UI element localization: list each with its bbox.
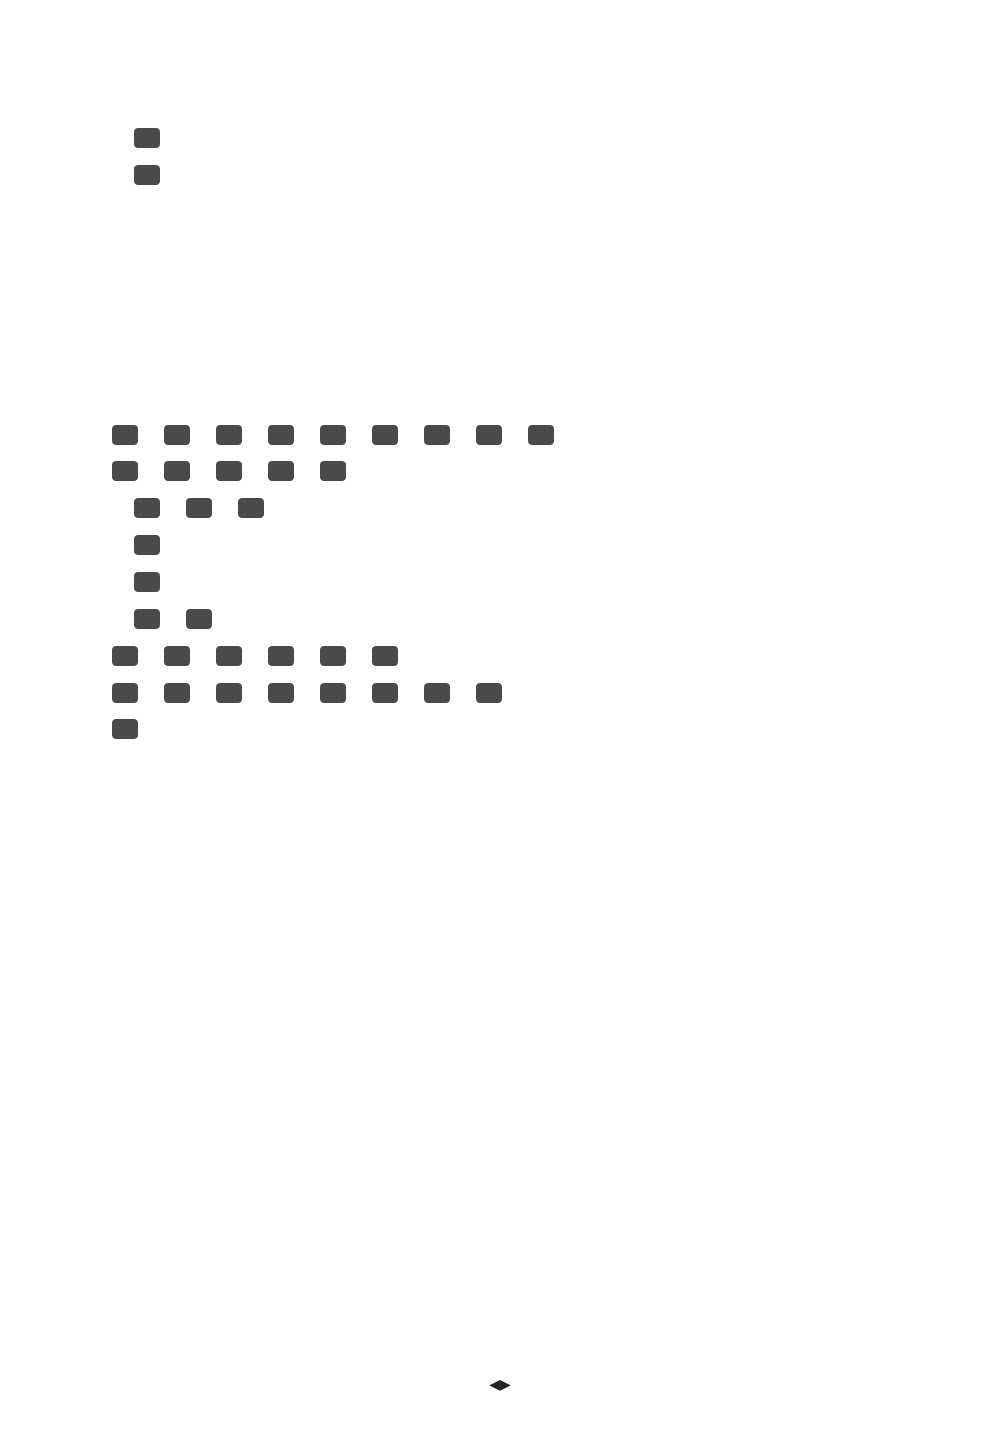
left-triangle-icon: ◀ (489, 1377, 500, 1393)
question-number (320, 683, 346, 703)
week2-line (112, 719, 920, 747)
answer-item (268, 687, 298, 709)
question-number (320, 425, 346, 445)
question-number (164, 683, 190, 703)
answer-item (320, 650, 350, 672)
question-number (112, 461, 138, 481)
question-number (216, 425, 242, 445)
question-number (134, 572, 160, 592)
week2-line (112, 425, 920, 453)
question-number (216, 646, 242, 666)
answer-item (216, 429, 246, 451)
question-number (164, 461, 190, 481)
question-number (134, 498, 160, 518)
page-number (0, 1372, 1000, 1396)
question-number (164, 425, 190, 445)
answer-item (238, 502, 268, 524)
question-number (372, 425, 398, 445)
question-number (372, 646, 398, 666)
answer-item (372, 650, 402, 672)
answer-item (320, 687, 350, 709)
week2-line (112, 572, 920, 600)
question-number (320, 461, 346, 481)
top-line-2 (112, 165, 920, 193)
answer-item (528, 429, 558, 451)
answer-item (134, 502, 164, 524)
answer-item (134, 576, 164, 598)
question-number (268, 425, 294, 445)
question-number (112, 646, 138, 666)
question-number (134, 535, 160, 555)
week2-line (112, 646, 920, 674)
answer-item (268, 465, 298, 487)
week2-line (112, 461, 920, 489)
answer-item (112, 650, 142, 672)
answer-item (216, 650, 246, 672)
question-number (528, 425, 554, 445)
answer-item (476, 687, 506, 709)
answer-item (112, 465, 142, 487)
answer-item (424, 687, 454, 709)
question-number (424, 425, 450, 445)
answer-item (320, 465, 350, 487)
answer-item (112, 429, 142, 451)
week2-line (112, 609, 920, 637)
answer-item (186, 502, 216, 524)
question-number (186, 498, 212, 518)
answer-item (164, 687, 194, 709)
answer-item (320, 429, 350, 451)
answer-item (164, 429, 194, 451)
week2-line (112, 683, 920, 711)
question-number (268, 683, 294, 703)
answer-item (134, 539, 164, 561)
answer-item (112, 687, 142, 709)
question-number (134, 128, 160, 148)
question-number (372, 683, 398, 703)
top-line-1 (112, 128, 920, 156)
question-number (134, 609, 160, 629)
answer-item (372, 687, 402, 709)
question-number (268, 461, 294, 481)
answer-item (112, 723, 142, 745)
question-number (112, 683, 138, 703)
question-number (320, 646, 346, 666)
answer-item (186, 613, 216, 635)
question-number (216, 461, 242, 481)
question-number (112, 425, 138, 445)
question-number (134, 165, 160, 185)
right-triangle-icon: ▶ (500, 1377, 511, 1393)
answer-item (134, 613, 164, 635)
week2-line (112, 535, 920, 563)
answer-item (476, 429, 506, 451)
answer-item (372, 429, 402, 451)
answer-item (268, 429, 298, 451)
week2-line (112, 498, 920, 526)
question-number (476, 683, 502, 703)
answer-item (268, 650, 298, 672)
question-number (186, 609, 212, 629)
question-number (112, 719, 138, 739)
question-number (216, 683, 242, 703)
question-number (476, 425, 502, 445)
question-number (238, 498, 264, 518)
answer-item (164, 650, 194, 672)
question-number (268, 646, 294, 666)
answer-item (216, 687, 246, 709)
answer-item (164, 465, 194, 487)
answer-item (216, 465, 246, 487)
question-number (164, 646, 190, 666)
question-number (424, 683, 450, 703)
answer-item (424, 429, 454, 451)
